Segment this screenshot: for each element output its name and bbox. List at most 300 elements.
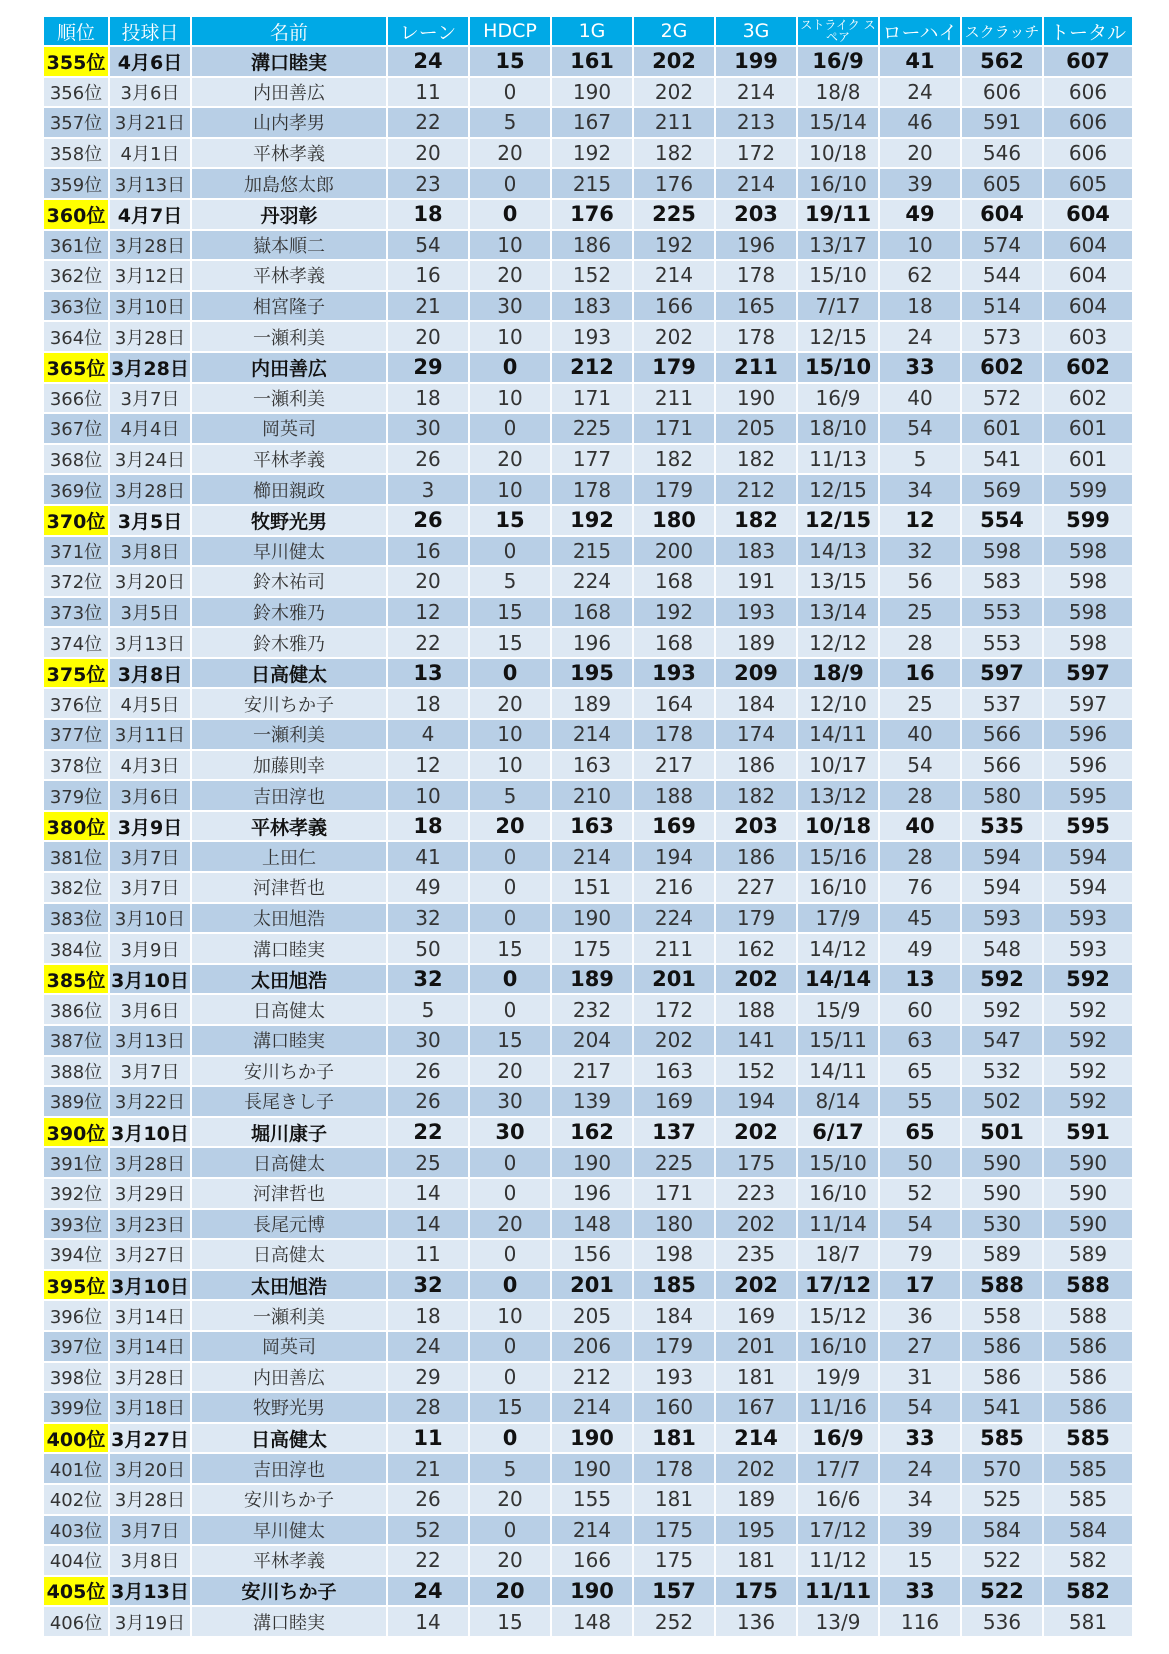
cell-name: 内田善広 (192, 1363, 388, 1394)
cell-rank: 395位 (44, 1271, 110, 1302)
cell-strike-spare: 14/13 (798, 537, 880, 568)
cell-low-high: 33 (880, 1424, 962, 1455)
cell-rank: 389位 (44, 1087, 110, 1118)
cell-scratch: 572 (962, 384, 1044, 415)
cell-game3: 182 (716, 506, 798, 537)
cell-lane: 21 (388, 1454, 470, 1485)
cell-total: 581 (1044, 1607, 1132, 1638)
cell-date: 3月7日 (110, 384, 192, 415)
cell-date: 3月6日 (110, 78, 192, 109)
cell-game3: 182 (716, 445, 798, 476)
cell-low-high: 39 (880, 169, 962, 200)
cell-lane: 52 (388, 1516, 470, 1547)
cell-rank: 403位 (44, 1516, 110, 1547)
cell-game1: 139 (552, 1087, 634, 1118)
cell-low-high: 18 (880, 292, 962, 323)
cell-game1: 163 (552, 812, 634, 843)
cell-game3: 190 (716, 384, 798, 415)
cell-game1: 210 (552, 781, 634, 812)
cell-rank: 394位 (44, 1240, 110, 1271)
cell-low-high: 10 (880, 231, 962, 262)
cell-total: 590 (1044, 1148, 1132, 1179)
cell-strike-spare: 11/13 (798, 445, 880, 476)
cell-lane: 11 (388, 1240, 470, 1271)
cell-rank: 363位 (44, 292, 110, 323)
cell-rank: 383位 (44, 904, 110, 935)
table-row (44, 1240, 1132, 1271)
cell-strike-spare: 19/9 (798, 1363, 880, 1394)
cell-game2: 202 (634, 78, 716, 109)
cell-game3: 202 (716, 1210, 798, 1241)
cell-lane: 54 (388, 231, 470, 262)
cell-low-high: 33 (880, 353, 962, 384)
cell-game1: 206 (552, 1332, 634, 1363)
cell-name: 一瀬利美 (192, 384, 388, 415)
table-row (44, 1057, 1132, 1088)
cell-hdcp: 10 (470, 751, 552, 782)
cell-game1: 214 (552, 842, 634, 873)
cell-date: 3月28日 (110, 231, 192, 262)
cell-date: 3月6日 (110, 781, 192, 812)
cell-hdcp: 15 (470, 598, 552, 629)
cell-game2: 168 (634, 567, 716, 598)
cell-total: 598 (1044, 628, 1132, 659)
cell-game2: 137 (634, 1118, 716, 1149)
cell-scratch: 562 (962, 47, 1044, 78)
cell-scratch: 541 (962, 1393, 1044, 1424)
cell-rank: 396位 (44, 1301, 110, 1332)
cell-game3: 172 (716, 139, 798, 170)
cell-name: 加藤則幸 (192, 751, 388, 782)
cell-hdcp: 10 (470, 720, 552, 751)
cell-total: 592 (1044, 1057, 1132, 1088)
cell-name: 一瀬利美 (192, 322, 388, 353)
cell-game2: 175 (634, 1546, 716, 1577)
cell-lane: 4 (388, 720, 470, 751)
table-row (44, 995, 1132, 1026)
cell-hdcp: 0 (470, 414, 552, 445)
cell-strike-spare: 12/12 (798, 628, 880, 659)
cell-date: 3月20日 (110, 567, 192, 598)
cell-strike-spare: 14/11 (798, 720, 880, 751)
cell-game2: 157 (634, 1577, 716, 1608)
cell-hdcp: 0 (470, 1148, 552, 1179)
cell-name: 安川ちか子 (192, 1485, 388, 1516)
cell-scratch: 569 (962, 475, 1044, 506)
cell-low-high: 63 (880, 1026, 962, 1057)
cell-low-high: 79 (880, 1240, 962, 1271)
cell-game2: 168 (634, 628, 716, 659)
cell-strike-spare: 16/9 (798, 1424, 880, 1455)
cell-total: 592 (1044, 1087, 1132, 1118)
cell-rank: 384位 (44, 934, 110, 965)
cell-rank: 382位 (44, 873, 110, 904)
cell-game3: 189 (716, 628, 798, 659)
cell-scratch: 566 (962, 751, 1044, 782)
cell-strike-spare: 12/15 (798, 322, 880, 353)
cell-strike-spare: 16/10 (798, 873, 880, 904)
cell-low-high: 116 (880, 1607, 962, 1638)
table-row (44, 169, 1132, 200)
cell-total: 585 (1044, 1485, 1132, 1516)
cell-rank: 388位 (44, 1057, 110, 1088)
table-row (44, 1363, 1132, 1394)
cell-rank: 398位 (44, 1363, 110, 1394)
cell-rank: 378位 (44, 751, 110, 782)
cell-game1: 189 (552, 965, 634, 996)
cell-game1: 190 (552, 1424, 634, 1455)
cell-low-high: 40 (880, 812, 962, 843)
cell-date: 3月11日 (110, 720, 192, 751)
cell-strike-spare: 12/10 (798, 689, 880, 720)
cell-low-high: 65 (880, 1057, 962, 1088)
cell-lane: 18 (388, 812, 470, 843)
table-row (44, 78, 1132, 109)
cell-game2: 193 (634, 659, 716, 690)
cell-date: 3月13日 (110, 1026, 192, 1057)
cell-rank: 370位 (44, 506, 110, 537)
cell-lane: 20 (388, 139, 470, 170)
cell-game2: 176 (634, 169, 716, 200)
cell-scratch: 602 (962, 353, 1044, 384)
cell-game1: 162 (552, 1118, 634, 1149)
cell-game3: 188 (716, 995, 798, 1026)
cell-scratch: 594 (962, 873, 1044, 904)
cell-low-high: 16 (880, 659, 962, 690)
table-row (44, 108, 1132, 139)
cell-name: 吉田淳也 (192, 1454, 388, 1485)
table-row (44, 1393, 1132, 1424)
cell-hdcp: 5 (470, 1454, 552, 1485)
cell-rank: 402位 (44, 1485, 110, 1516)
cell-date: 4月5日 (110, 689, 192, 720)
cell-date: 3月13日 (110, 628, 192, 659)
cell-name: 早川健太 (192, 537, 388, 568)
cell-low-high: 46 (880, 108, 962, 139)
cell-name: 一瀬利美 (192, 1301, 388, 1332)
cell-game2: 211 (634, 108, 716, 139)
cell-name: 岡英司 (192, 414, 388, 445)
cell-rank: 400位 (44, 1424, 110, 1455)
header-date: 投球日 (110, 17, 192, 47)
cell-game2: 184 (634, 1301, 716, 1332)
cell-scratch: 597 (962, 659, 1044, 690)
cell-hdcp: 0 (470, 1363, 552, 1394)
cell-strike-spare: 16/10 (798, 1332, 880, 1363)
cell-game1: 176 (552, 200, 634, 231)
cell-date: 3月27日 (110, 1424, 192, 1455)
cell-game1: 214 (552, 720, 634, 751)
cell-strike-spare: 18/9 (798, 659, 880, 690)
cell-date: 3月8日 (110, 537, 192, 568)
cell-hdcp: 20 (470, 1577, 552, 1608)
cell-lane: 14 (388, 1607, 470, 1638)
cell-total: 598 (1044, 567, 1132, 598)
cell-rank: 406位 (44, 1607, 110, 1638)
cell-game2: 166 (634, 292, 716, 323)
cell-strike-spare: 15/12 (798, 1301, 880, 1332)
cell-game2: 181 (634, 1424, 716, 1455)
cell-date: 3月14日 (110, 1332, 192, 1363)
cell-total: 585 (1044, 1454, 1132, 1485)
cell-total: 582 (1044, 1546, 1132, 1577)
cell-scratch: 553 (962, 598, 1044, 629)
cell-date: 4月3日 (110, 751, 192, 782)
cell-strike-spare: 12/15 (798, 506, 880, 537)
cell-total: 607 (1044, 47, 1132, 78)
cell-scratch: 548 (962, 934, 1044, 965)
cell-rank: 381位 (44, 842, 110, 873)
cell-rank: 360位 (44, 200, 110, 231)
table-row (44, 414, 1132, 445)
cell-game1: 192 (552, 139, 634, 170)
cell-lane: 11 (388, 1424, 470, 1455)
table-row (44, 353, 1132, 384)
cell-scratch: 589 (962, 1240, 1044, 1271)
cell-scratch: 530 (962, 1210, 1044, 1241)
cell-name: 丹羽彰 (192, 200, 388, 231)
cell-hdcp: 15 (470, 47, 552, 78)
cell-low-high: 36 (880, 1301, 962, 1332)
cell-game3: 203 (716, 200, 798, 231)
cell-game2: 182 (634, 139, 716, 170)
cell-lane: 49 (388, 873, 470, 904)
cell-lane: 3 (388, 475, 470, 506)
cell-hdcp: 20 (470, 812, 552, 843)
cell-low-high: 52 (880, 1179, 962, 1210)
cell-hdcp: 5 (470, 108, 552, 139)
cell-game3: 193 (716, 598, 798, 629)
cell-hdcp: 0 (470, 842, 552, 873)
cell-rank: 372位 (44, 567, 110, 598)
cell-game2: 180 (634, 506, 716, 537)
cell-game1: 232 (552, 995, 634, 1026)
cell-game1: 148 (552, 1210, 634, 1241)
cell-total: 597 (1044, 659, 1132, 690)
table-row (44, 1454, 1132, 1485)
cell-date: 3月7日 (110, 1057, 192, 1088)
cell-name: 吉田淳也 (192, 781, 388, 812)
cell-name: 日高健太 (192, 1148, 388, 1179)
cell-strike-spare: 17/12 (798, 1516, 880, 1547)
cell-game2: 211 (634, 934, 716, 965)
cell-strike-spare: 10/18 (798, 139, 880, 170)
table-row (44, 873, 1132, 904)
cell-scratch: 601 (962, 414, 1044, 445)
cell-name: 上田仁 (192, 842, 388, 873)
cell-name: 長尾きし子 (192, 1087, 388, 1118)
cell-strike-spare: 16/9 (798, 384, 880, 415)
cell-name: 山内孝男 (192, 108, 388, 139)
cell-date: 3月7日 (110, 873, 192, 904)
cell-lane: 30 (388, 1026, 470, 1057)
cell-strike-spare: 15/16 (798, 842, 880, 873)
cell-low-high: 33 (880, 1577, 962, 1608)
cell-game3: 201 (716, 1332, 798, 1363)
cell-total: 584 (1044, 1516, 1132, 1547)
cell-hdcp: 20 (470, 261, 552, 292)
cell-name: 河津哲也 (192, 1179, 388, 1210)
cell-hdcp: 0 (470, 78, 552, 109)
cell-lane: 41 (388, 842, 470, 873)
cell-scratch: 541 (962, 445, 1044, 476)
cell-low-high: 28 (880, 781, 962, 812)
cell-date: 3月29日 (110, 1179, 192, 1210)
cell-rank: 379位 (44, 781, 110, 812)
cell-strike-spare: 11/11 (798, 1577, 880, 1608)
table-row (44, 537, 1132, 568)
cell-game3: 182 (716, 781, 798, 812)
table-row (44, 1210, 1132, 1241)
cell-low-high: 24 (880, 322, 962, 353)
cell-strike-spare: 7/17 (798, 292, 880, 323)
cell-hdcp: 0 (470, 1516, 552, 1547)
table-row (44, 812, 1132, 843)
cell-rank: 355位 (44, 47, 110, 78)
cell-date: 3月13日 (110, 1577, 192, 1608)
cell-lane: 12 (388, 598, 470, 629)
cell-date: 4月6日 (110, 47, 192, 78)
cell-game2: 163 (634, 1057, 716, 1088)
cell-name: 日高健太 (192, 995, 388, 1026)
cell-strike-spare: 18/10 (798, 414, 880, 445)
table-row (44, 1332, 1132, 1363)
cell-game2: 171 (634, 414, 716, 445)
cell-game3: 152 (716, 1057, 798, 1088)
cell-game3: 174 (716, 720, 798, 751)
cell-game3: 235 (716, 1240, 798, 1271)
cell-hdcp: 0 (470, 1424, 552, 1455)
cell-low-high: 15 (880, 1546, 962, 1577)
table-row (44, 904, 1132, 935)
table-row (44, 751, 1132, 782)
cell-name: 平林孝義 (192, 139, 388, 170)
cell-name: 内田善広 (192, 353, 388, 384)
cell-total: 594 (1044, 842, 1132, 873)
cell-date: 3月28日 (110, 1363, 192, 1394)
cell-low-high: 39 (880, 1516, 962, 1547)
cell-game2: 180 (634, 1210, 716, 1241)
cell-game2: 193 (634, 1363, 716, 1394)
cell-lane: 32 (388, 1271, 470, 1302)
cell-scratch: 554 (962, 506, 1044, 537)
cell-strike-spare: 11/12 (798, 1546, 880, 1577)
cell-rank: 386位 (44, 995, 110, 1026)
header-strike-spare: ストライク スペア (798, 17, 880, 47)
cell-scratch: 598 (962, 537, 1044, 568)
table-row (44, 934, 1132, 965)
cell-total: 582 (1044, 1577, 1132, 1608)
cell-rank: 371位 (44, 537, 110, 568)
header-rank: 順位 (44, 17, 110, 47)
cell-game2: 175 (634, 1516, 716, 1547)
cell-game1: 190 (552, 78, 634, 109)
cell-hdcp: 20 (470, 1485, 552, 1516)
cell-low-high: 60 (880, 995, 962, 1026)
cell-low-high: 55 (880, 1087, 962, 1118)
cell-date: 3月18日 (110, 1393, 192, 1424)
cell-hdcp: 15 (470, 1393, 552, 1424)
cell-total: 601 (1044, 414, 1132, 445)
cell-total: 606 (1044, 139, 1132, 170)
table-row (44, 598, 1132, 629)
cell-strike-spare: 16/6 (798, 1485, 880, 1516)
cell-hdcp: 10 (470, 322, 552, 353)
cell-scratch: 536 (962, 1607, 1044, 1638)
cell-lane: 50 (388, 934, 470, 965)
cell-date: 3月10日 (110, 292, 192, 323)
cell-lane: 22 (388, 628, 470, 659)
cell-rank: 377位 (44, 720, 110, 751)
table-row (44, 659, 1132, 690)
cell-game1: 192 (552, 506, 634, 537)
cell-game2: 202 (634, 322, 716, 353)
cell-game2: 185 (634, 1271, 716, 1302)
cell-date: 3月10日 (110, 965, 192, 996)
cell-total: 596 (1044, 751, 1132, 782)
cell-rank: 365位 (44, 353, 110, 384)
cell-total: 605 (1044, 169, 1132, 200)
cell-lane: 14 (388, 1179, 470, 1210)
cell-rank: 385位 (44, 965, 110, 996)
cell-hdcp: 30 (470, 1118, 552, 1149)
cell-total: 592 (1044, 1026, 1132, 1057)
cell-scratch: 547 (962, 1026, 1044, 1057)
cell-scratch: 594 (962, 842, 1044, 873)
cell-date: 3月20日 (110, 1454, 192, 1485)
cell-date: 3月28日 (110, 1148, 192, 1179)
cell-game1: 215 (552, 537, 634, 568)
cell-name: 平林孝義 (192, 261, 388, 292)
cell-lane: 26 (388, 1485, 470, 1516)
cell-lane: 26 (388, 445, 470, 476)
cell-lane: 14 (388, 1210, 470, 1241)
cell-game1: 178 (552, 475, 634, 506)
table-row (44, 842, 1132, 873)
cell-total: 597 (1044, 689, 1132, 720)
cell-name: 内田善広 (192, 78, 388, 109)
header-game1: 1G (552, 17, 634, 47)
cell-scratch: 592 (962, 965, 1044, 996)
cell-game1: 189 (552, 689, 634, 720)
cell-lane: 26 (388, 1087, 470, 1118)
cell-game1: 151 (552, 873, 634, 904)
cell-low-high: 24 (880, 1454, 962, 1485)
cell-total: 586 (1044, 1332, 1132, 1363)
cell-total: 592 (1044, 965, 1132, 996)
cell-hdcp: 20 (470, 1546, 552, 1577)
cell-strike-spare: 15/10 (798, 353, 880, 384)
table-row (44, 720, 1132, 751)
cell-rank: 387位 (44, 1026, 110, 1057)
cell-rank: 364位 (44, 322, 110, 353)
cell-game2: 182 (634, 445, 716, 476)
cell-game3: 202 (716, 1118, 798, 1149)
table-row (44, 1087, 1132, 1118)
cell-scratch: 573 (962, 322, 1044, 353)
cell-total: 595 (1044, 812, 1132, 843)
cell-name: 鈴木祐司 (192, 567, 388, 598)
cell-low-high: 45 (880, 904, 962, 935)
table-row (44, 200, 1132, 231)
cell-low-high: 28 (880, 628, 962, 659)
cell-total: 606 (1044, 108, 1132, 139)
cell-date: 3月28日 (110, 353, 192, 384)
table-row (44, 1118, 1132, 1149)
cell-lane: 22 (388, 108, 470, 139)
cell-game1: 183 (552, 292, 634, 323)
cell-game3: 223 (716, 1179, 798, 1210)
